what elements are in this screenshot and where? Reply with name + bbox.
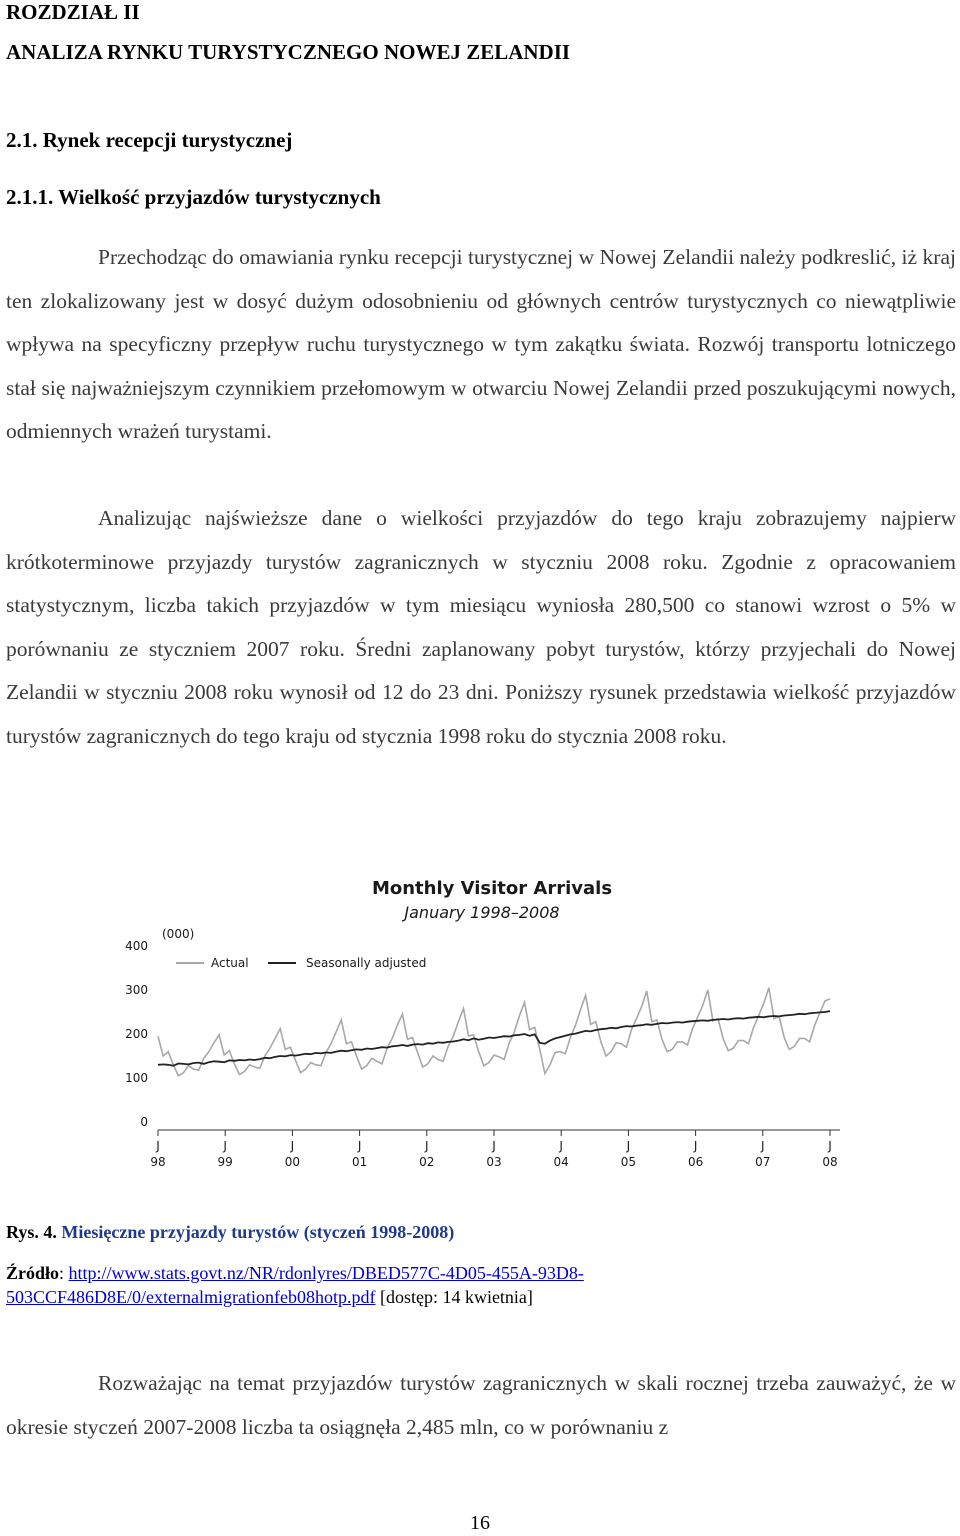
x-tick-month: J [223,1139,227,1153]
x-tick-month: J [626,1139,631,1153]
source-link[interactable]: http://www.stats.govt.nz/NR/rdonlyres/DBED577C-4D05-455A-93D8-503CCF486D8E/0/externalmigrationfeb08hotp.pdf [6,1263,584,1307]
page-number: 16 [470,1512,490,1534]
y-tick-label: 200 [125,1027,148,1041]
x-tick-month: J [357,1139,362,1153]
y-tick-label: 400 [125,939,148,953]
source-separator: : [59,1263,65,1283]
paragraph-1-text: Przechodząc do omawiania rynku recepcji turystycznej w Nowej Zelandii należy podkreslić, iż kraj ten zlokalizowany jest w dosyć dużym odosobnieniu od głównych centrów turystycznych co niewątpliwie wpływa na specyficzny przepływ ruchu turystycznego w tym zakątku świata. Rozwój transportu lotniczego stał się najważniejszym czynnikiem przełomowym w otwarciu Nowej Zelandii przed poszukującymi nowych, odmiennych wrażeń turystami. [6,245,956,444]
paragraph-3-text: Rozważając na temat przyjazdów turystów zagranicznych w skali rocznej trzeba zauważyć, że w okresie styczeń 2007-2008 liczba ta osiągnęła 2,485 mln, co w porównaniu z [6,1371,956,1439]
x-axis-ticks [150,1130,837,1169]
visitor-arrivals-chart [110,866,850,1176]
paragraph-3 [6,1362,956,1449]
legend [176,956,426,970]
figure-caption [6,1222,454,1243]
x-tick-year: 02 [419,1155,435,1169]
paragraph-1 [6,236,956,454]
series-line-seasonally-adjusted [158,1011,830,1066]
legend-sa-label: Seasonally adjusted [306,956,427,970]
paragraph-2 [6,497,956,759]
x-tick-year: 99 [217,1155,233,1169]
x-tick-year: 07 [755,1155,771,1169]
chapter-title: ANALIZA RYNKU TURYSTYCZNEGO NOWEJ ZELANDII [6,40,571,64]
x-tick-month: J [156,1139,160,1153]
x-tick-year: 00 [284,1155,301,1169]
x-tick-year: 08 [822,1155,838,1169]
x-tick-month: J [492,1139,496,1153]
section-heading: 2.1. Rynek recepcji turystycznej [6,128,293,152]
y-tick-label: 100 [125,1071,148,1085]
paragraph-2-text: Analizując najświeższe dane o wielkości przyjazdów do tego kraju zobrazujemy najpierw krótkoterminowe przyjazdy turystów zagranicznych w styczniu 2008 roku. Zgodnie z opracowaniem statystycznym, liczba takich przyjazdów w tym miesiącu wyniosła 280,500 co stanowi wzrost o 5% w porównaniu ze styczniem 2007 roku. Średni zaplanowany pobyt turystów, którzy przyjechali do Nowej Zelandii w styczniu 2008 roku wynosił od 12 do 23 dni. Poniższy rysunek przedstawia wielkość przyjazdów turystów zagranicznych do tego kraju od stycznia 1998 roku do stycznia 2008 roku. [6,506,956,748]
caption-text: Miesięczne przyjazdy turystów (styczeń 1998-2008) [61,1222,455,1242]
x-tick-month: J [425,1139,429,1153]
x-tick-month: J [693,1139,698,1153]
chapter-heading: ROZDZIAŁ II [6,0,140,24]
y-tick-label: 0 [140,1115,148,1129]
x-tick-month: J [290,1139,295,1153]
chart-title: Monthly Visitor Arrivals [371,878,613,899]
x-tick-year: 04 [553,1155,569,1169]
series-lines [158,988,830,1076]
x-tick-month: J [559,1139,563,1153]
chart-subtitle: January 1998–2008 [404,903,560,922]
x-tick-year: 06 [687,1155,704,1169]
legend-actual-label: Actual [211,956,249,970]
series-line-actual [158,988,830,1076]
y-axis-ticks [125,939,148,1129]
x-tick-year: 98 [150,1155,166,1169]
x-tick-month: J [761,1139,765,1153]
y-axis-unit-label: (000) [162,927,195,941]
x-tick-year: 05 [620,1155,637,1169]
subsection-heading: 2.1.1. Wielkość przyjazdów turystycznych [6,185,381,209]
caption-label: Rys. 4. [6,1222,57,1242]
x-tick-year: 01 [351,1155,368,1169]
x-tick-month: J [828,1139,832,1153]
source-label: Źródło [6,1263,60,1283]
figure-source [6,1261,706,1309]
source-access-date: [dostęp: 14 kwietnia] [379,1287,533,1307]
y-tick-label: 300 [125,983,148,997]
x-tick-year: 03 [486,1155,502,1169]
